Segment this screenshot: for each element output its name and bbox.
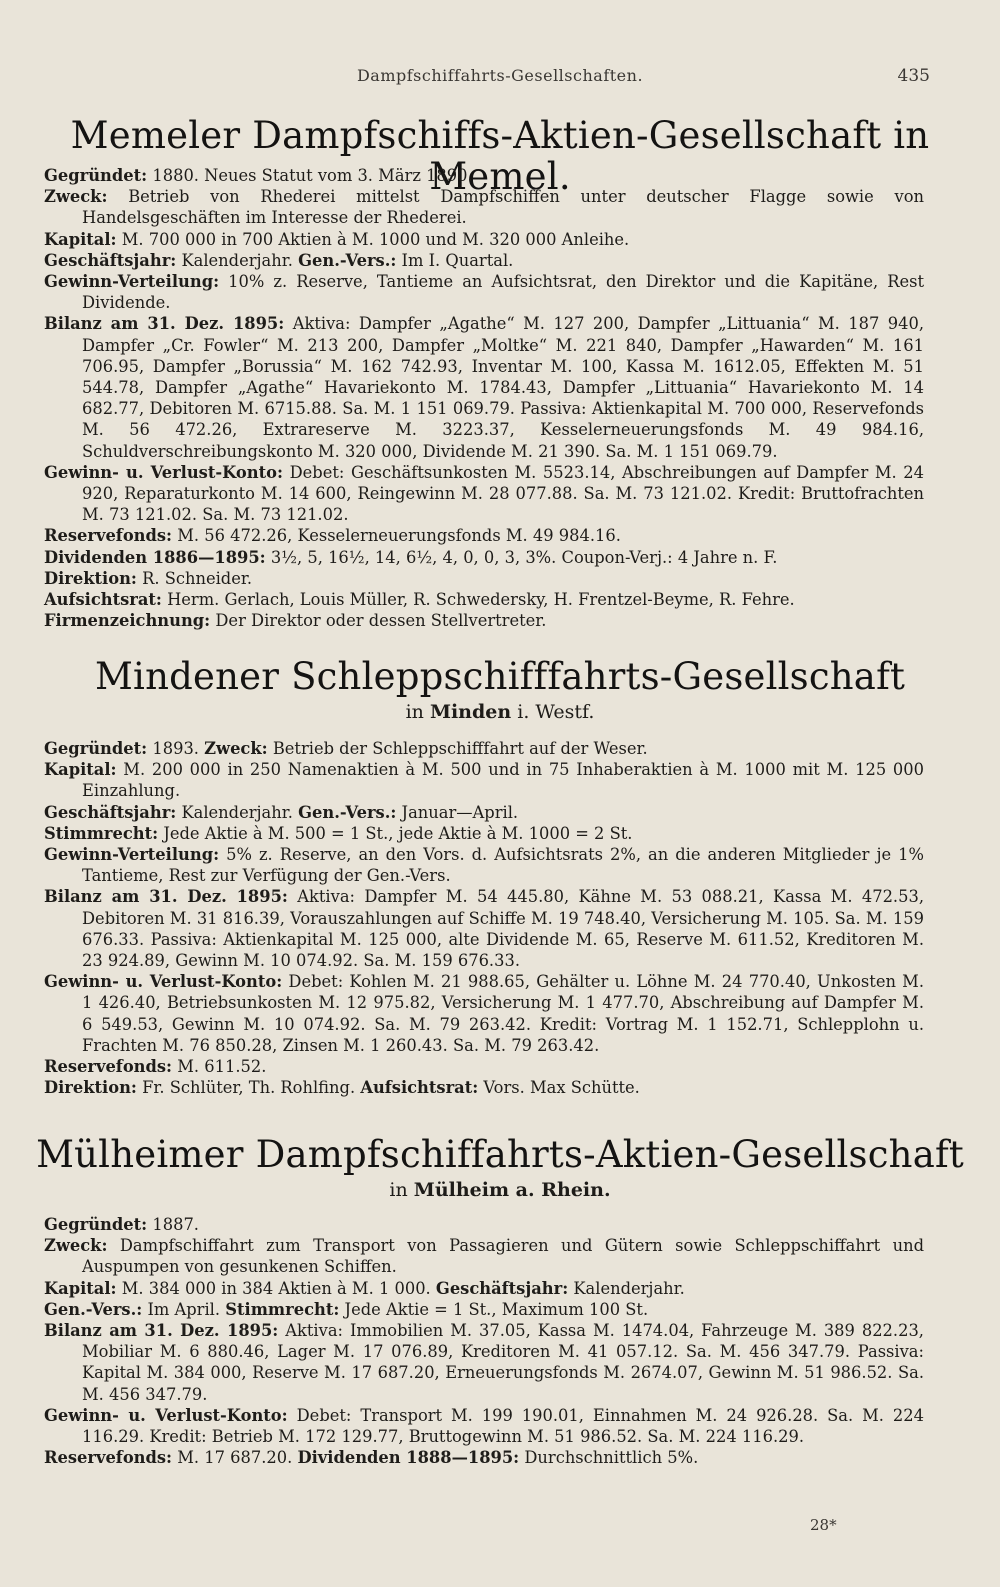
- field-bilanz: Bilanz am 31. Dez. 1895: Aktiva: Immobilien M. 37.05, Kassa M. 1474.04, Fahrzeuge M. 389 822.23, Mobiliar M. 6 880.46, Lager M. 17 076.89, Kreditoren M. 41 057.12. Sa. M. 456 347.79. Passiva: Kapital M. 384 000, Reserve M. 17 687.20, Erneuerungsfonds M. 2674.07, Gewinn M. 51 986.52. Sa. M. 456 347.79.: [44, 1321, 924, 1404]
- page-number: 435: [897, 66, 930, 86]
- field-direktion: Direktion: Fr. Schlüter, Th. Rohlfing. Aufsichtsrat: Vors. Max Schütte.: [44, 1078, 640, 1098]
- field-gewinn-verlust-konto: Gewinn- u. Verlust-Konto: Debet: Kohlen M. 21 988.65, Gehälter u. Löhne M. 24 770.40, Unkosten M. 1 426.40, Betriebsunkosten M. 12 975.82, Versicherung M. 1 477.70, Abschreibung auf Dampfer M. 6 549.53, Gewinn M. 10 074.92. Sa. M. 79 263.42. Kredit: Vortrag M. 1 152.71, Schlepplohn u. Frachten M. 76 850.28, Zinsen M. 1 260.43. Sa. M. 79 263.42.: [44, 972, 924, 1055]
- field-aufsichtsrat: Aufsichtsrat: Herm. Gerlach, Louis Müller, R. Schwedersky, H. Frentzel-Beyme, R. Fehre.: [44, 590, 795, 610]
- field-zweck: Zweck: Betrieb von Rhederei mittelst Dampfschiffen unter deutscher Flagge sowie von Handelsgeschäften im Interesse der Rhederei.: [44, 187, 924, 228]
- field-gegruendet: Gegründet: 1893. Zweck: Betrieb der Schleppschifffahrt auf der Weser.: [44, 739, 648, 758]
- sheet-signature: 28*: [810, 1516, 837, 1534]
- field-zweck: Zweck: Dampfschiffahrt zum Transport von Passagieren und Gütern sowie Schleppschiffahrt und Auspumpen von gesunkenen Schiffen.: [44, 1236, 924, 1277]
- entry-subtitle-muelheim: in Mülheim a. Rhein.: [389, 1179, 611, 1201]
- entry-body-memel: [44, 165, 924, 631]
- field-dividenden: Dividenden 1886—1895: 3½, 5, 16½, 14, 6½, 4, 0, 0, 3, 3%. Coupon-Verj.: 4 Jahre n. F.: [44, 547, 778, 567]
- field-gewinn-verteilung: Gewinn-Verteilung: 5% z. Reserve, an den Vors. d. Aufsichtsrats 2%, an die anderen Mitglieder je 1% Tantieme, Rest zur Verfügung der Gen.-Vers.: [44, 845, 924, 886]
- field-reservefonds: Reservefonds: M. 56 472.26, Kesselerneuerungsfonds M. 49 984.16.: [44, 526, 621, 546]
- field-gewinn-verteilung: Gewinn-Verteilung: 10% z. Reserve, Tantieme an Aufsichtsrat, den Direktor und die Kapitäne, Rest Dividende.: [44, 272, 924, 313]
- field-kapital: Kapital: M. 200 000 in 250 Namenaktien à M. 500 und in 75 Inhaberaktien à M. 1000 mit M. 125 000 Einzahlung.: [44, 760, 924, 801]
- field-gegruendet: Gegründet: 1880. Neues Statut vom 3. März 1890.: [44, 166, 473, 185]
- field-geschaeftsjahr: Geschäftsjahr: Kalenderjahr. Gen.-Vers.: Im I. Quartal.: [44, 250, 514, 270]
- field-gegruendet: Gegründet: 1887.: [44, 1215, 199, 1234]
- field-bilanz: Bilanz am 31. Dez. 1895: Aktiva: Dampfer „Agathe“ M. 127 200, Dampfer „Littuania“ M. 187 940, Dampfer „Cr. Fowler“ M. 213 200, Dampfer „Moltke“ M. 221 840, Dampfer „Hawarden“ M. 161 706.95, Dampfer „Borussia“ M. 162 742.93, Inventar M. 100, Kassa M. 1612.05, Effekten M. 51 544.78, Dampfer „Agathe“ Havariekonto M. 1784.43, Dampfer „Littuania“ Havariekonto M. 14 682.77, Debitoren M. 6715.88. Sa. M. 1 151 069.79. Passiva: Aktienkapital M. 700 000, Reservefonds M. 56 472.26, Extrareserve M. 3223.37, Kesselerneuerungsfonds M. 49 984.16, Schuldverschreibungskonto M. 320 000, Dividende M. 21 390. Sa. M. 1 151 069.79.: [44, 314, 924, 461]
- entry-subtitle-minden: in Minden i. Westf.: [405, 701, 595, 723]
- entry-body-muelheim: [44, 1214, 924, 1468]
- field-geschaeftsjahr: Geschäftsjahr: Kalenderjahr. Gen.-Vers.: Januar—April.: [44, 802, 519, 822]
- field-bilanz: Bilanz am 31. Dez. 1895: Aktiva: Dampfer M. 54 445.80, Kähne M. 53 088.21, Kassa M. 472.53, Debitoren M. 31 816.39, Vorauszahlungen auf Schiffe M. 19 748.40, Versicherung M. 105. Sa. M. 159 676.33. Passiva: Aktienkapital M. 125 000, alte Dividende M. 65, Reserve M. 611.52, Kreditoren M. 23 924.89, Gewinn M. 10 074.92. Sa. M. 159 676.33.: [44, 887, 924, 971]
- field-reservefonds: Reservefonds: M. 17 687.20. Dividenden 1888—1895: Durchschnittlich 5%.: [44, 1448, 699, 1468]
- field-kapital: Kapital: M. 700 000 in 700 Aktien à M. 1000 und M. 320 000 Anleihe.: [44, 229, 630, 249]
- entry-title-minden: Mindener Schleppschifffahrts-Gesellschaft: [94, 655, 906, 698]
- entry-title-memel: Memeler Dampfschiffs-Aktien-Gesellschaft in Memel.: [70, 114, 930, 198]
- field-direktion: Direktion: R. Schneider.: [44, 568, 253, 588]
- entry-body-minden: [44, 738, 924, 1098]
- field-reservefonds: Reservefonds: M. 611.52.: [44, 1057, 267, 1077]
- field-stimmrecht: Stimmrecht: Jede Aktie à M. 500 = 1 St., jede Aktie à M. 1000 = 2 St.: [44, 823, 633, 843]
- field-gewinn-verlust-konto: Gewinn- u. Verlust-Konto: Debet: Geschäftsunkosten M. 5523.14, Abschreibungen auf Dampfer M. 24 920, Reparaturkonto M. 14 600, Reingewinn M. 28 077.88. Sa. M. 73 121.02. Kredit: Bruttofrachten M. 73 121.02. Sa. M. 73 121.02.: [44, 462, 924, 525]
- field-gen-vers: Gen.-Vers.: Im April. Stimmrecht: Jede Aktie = 1 St., Maximum 100 St.: [44, 1299, 649, 1319]
- running-header: Dampfschiffahrts-Gesellschaften.: [356, 66, 644, 85]
- field-gewinn-verlust-konto: Gewinn- u. Verlust-Konto: Debet: Transport M. 199 190.01, Einnahmen M. 24 926.28. Sa. M. 224 116.29. Kredit: Betrieb M. 172 129.77, Bruttogewinn M. 51 986.52. Sa. M. 224 116.29.: [44, 1405, 924, 1447]
- field-kapital: Kapital: M. 384 000 in 384 Aktien à M. 1 000. Geschäftsjahr: Kalenderjahr.: [44, 1278, 685, 1298]
- field-firmenzeichnung: Firmenzeichnung: Der Direktor oder dessen Stellvertreter.: [44, 611, 547, 631]
- entry-title-muelheim: Mülheimer Dampfschiffahrts-Aktien-Gesellschaft: [36, 1133, 964, 1176]
